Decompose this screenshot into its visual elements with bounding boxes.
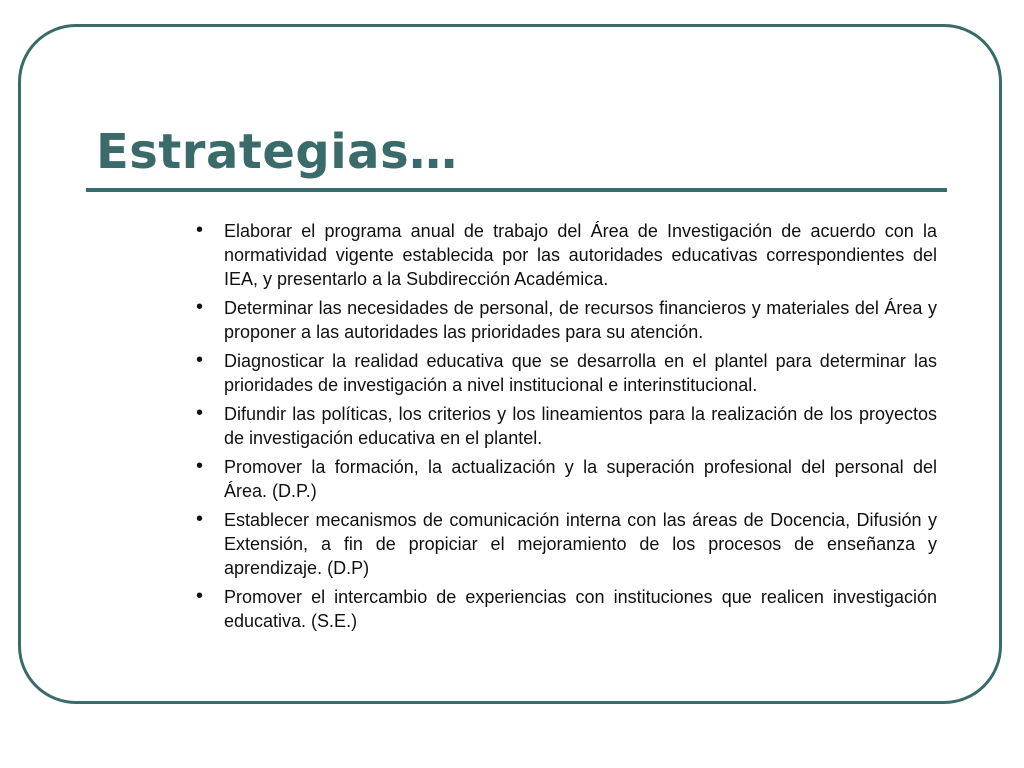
bullet-text: Difundir las políticas, los criterios y los lineamientos para la realización de los proyectos de investigación educativa en el plantel.: [224, 404, 937, 448]
title-underline: [86, 188, 947, 192]
bullet-item: [196, 349, 937, 397]
bullet-list: [196, 219, 937, 638]
bullet-item: [196, 402, 937, 450]
bullet-item: [196, 508, 937, 580]
bullet-icon: •: [196, 455, 204, 477]
bullet-text: Determinar las necesidades de personal, de recursos financieros y materiales del Área y proponer a las autoridades las prioridades para su atención.: [224, 298, 937, 342]
bullet-item: [196, 296, 937, 344]
bullet-item: [196, 219, 937, 291]
bullet-text: Establecer mecanismos de comunicación interna con las áreas de Docencia, Difusión y Extensión, a fin de propiciar el mejoramiento de los procesos de enseñanza y aprendizaje. (D.P): [224, 510, 937, 578]
bullet-icon: •: [196, 349, 204, 371]
bullet-item: [196, 585, 937, 633]
slide-title: Estrategias…: [96, 124, 458, 180]
bullet-icon: •: [196, 585, 204, 607]
bullet-text: Diagnosticar la realidad educativa que se desarrolla en el plantel para determinar las prioridades de investigación a nivel institucional e interinstitucional.: [224, 351, 937, 395]
bullet-text: Promover el intercambio de experiencias con instituciones que realicen investigación educativa. (S.E.): [224, 587, 937, 631]
bullet-icon: •: [196, 508, 204, 530]
bullet-icon: •: [196, 296, 204, 318]
bullet-icon: •: [196, 219, 204, 241]
bullet-item: [196, 455, 937, 503]
bullet-text: Promover la formación, la actualización y la superación profesional del personal del Área. (D.P.): [224, 457, 937, 501]
bullet-icon: •: [196, 402, 204, 424]
bullet-text: Elaborar el programa anual de trabajo del Área de Investigación de acuerdo con la normatividad vigente establecida por las autoridades educativas correspondientes del IEA, y presentarlo a la Subdirección Académica.: [224, 221, 937, 289]
